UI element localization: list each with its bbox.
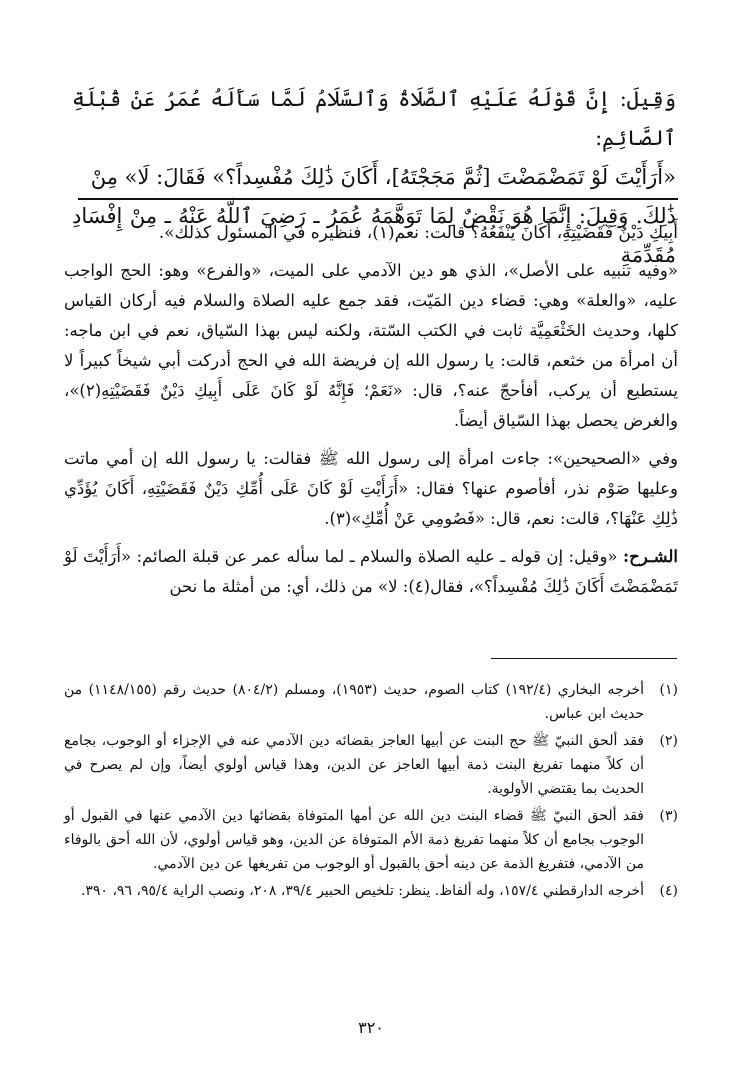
matn-line-2: «أَرَأَيْتَ لَوْ تَمَضْمَضْتَ [ثُمَّ مَجَجْتَهُ]، أَكَانَ ذَٰلِكَ مُفْسِداً؟» فَقَالَ: لَا» مِنْ bbox=[90, 165, 676, 189]
footnote-item bbox=[64, 678, 678, 726]
footnote-number: (٣) bbox=[659, 808, 678, 824]
footnote-text: فقد ألحق النبيّ ﷺ حج البنت عن أبيها العاجز بقضائه دين الآدمي عنه في الإجزاء أو الوجوب، بجامع أن كلاً منهما تفريغ البنت ذمة أبيها العاجز عن الدين، وهذا قياس أولوي أيضاً، وإن لم يصرح في الحديث بما يقتضي الأولوية. bbox=[64, 733, 644, 797]
footnote-item bbox=[64, 729, 678, 801]
footnote-number: (٤) bbox=[659, 883, 678, 899]
sharh-text: «وقيل: إن قوله ـ عليه الصلاة والسلام ـ لما سأله عمر عن قبلة الصائم: «أَرَأَيْتَ لَوْ تَمَضْمَضْتَ أَكَانَ ذَٰلِكَ مُفْسِداً؟»، فقال(٤): لا» من ذلك، أي: من أمثلة ما نحن bbox=[64, 547, 678, 596]
footnote-item bbox=[64, 879, 678, 903]
commentary-body bbox=[64, 218, 678, 610]
footnote-text: أخرجه البخاري (١٩٢/٤) كتاب الصوم، حديث (١٩٥٣)، ومسلم (٨٠٤/٢) حديث رقم (١١٤٨/١٥٥) من حديث ابن عباس. bbox=[64, 682, 644, 722]
page-number: ٣٢٠ bbox=[358, 1018, 384, 1037]
footnotes bbox=[64, 678, 678, 906]
sharh-label: الشـرح: bbox=[622, 547, 678, 566]
footnote-text: أخرجه الدارقطني ١٥٧/٤، وله ألفاظ. ينظر: تلخيص الحبير ٣٩/٤، ٢٠٨، ونصب الراية ٩٥/٤، ٩٦، ٣٩٠. bbox=[80, 883, 644, 899]
commentary-paragraph-3: وفي «الصحيحين»: جاءت امرأة إلى رسول الله ﷺ فقالت: يا رسول الله إن أمي ماتت وعليها صَوْم نذر، أفأصوم عنها؟ فقال: «أَرَأَيْتِ لَوْ كَانَ عَلَى أُمِّكِ دَيْنٌ فَقَضَيْتِهِ، أَكَانَ يُؤَدِّي ذَٰلِكِ عَنْهَا؟، قالت: نعم، قال: «فَصُومِي عَنْ أُمِّكِ»(٣). bbox=[64, 449, 678, 528]
footnote-item bbox=[64, 804, 678, 876]
footnote-number: (١) bbox=[659, 682, 678, 698]
matn-line-1: وَقِيلَ: إِنَّ قَوْلَهُ عَلَيْهِ ٱلصَّلَاةُ وَٱلسَّلَامُ لَمَّا سَأَلَهُ عُمَرُ عَنْ قُبْلَةِ ٱلصَّائِمِ: bbox=[72, 87, 676, 150]
matn-line-3: ذَٰلِكَ. وَقِيلَ: إِنَّمَا هُوَ نَقْضٌ لِمَا تَوَهَّمَهُ عُمَرُ ـ رَضِيَ ٱللَّهُ عَنْهُ ـ مِنْ إِفْسَادِ مُقَدِّمَةِ bbox=[72, 204, 676, 267]
footnote-text: فقد ألحق النبيّ ﷺ قضاء البنت دين الله عن أمها المتوفاة بقضائها دين الآدمي عنها في القبول أو الوجوب بجامع أن كلاً منهما تفريغ ذمة الأم المتوفاة عن الدين، وهو قياس أولوي، لأن الله أحق بالوفاء من الآدمي، فتفريغ الذمة عن دينه أحق بالقبول أو الوجوب من تفريغها عن دين الآدمي. bbox=[64, 808, 644, 872]
commentary-paragraph-2: «وفيه تنبيه على الأصل»، الذي هو دين الآدمي على الميت، «والفرع» وهو: الحج الواجب عليه، «والعلة» وهي: قضاء دين المَيّت، فقد جمع عليه الصلاة والسلام فيه أركان القياس كلها، وحديث الخَثْعَمِيَّة ثابت في الكتب السّتة، ولكنه ليس بهذا السّياق، نعم في ابن ماجه: أن امرأة من خثعم، قالت: يا رسول الله إن فريضة الله في الحج أدركت أبي شيخاً كبيراً لا يستطيع أن يركب، أفأحجّ عنه؟، قال: «نَعَمْ؛ فَإِنَّهُ لَوْ كَانَ عَلَى أَبِيكِ دَيْنٌ فَقَضَيْتِهِ(٢)»، والغرض يحصل بهذا السّياق أيضاً. bbox=[64, 261, 678, 430]
sharh-paragraph bbox=[64, 542, 678, 602]
footnote-number: (٢) bbox=[659, 733, 678, 749]
commentary-paragraph-1: أَبِيكِ دَيْنٌ فَقَضَيْتِهِ، أَكَانَ يَنْفَعُهُ؟ قالت: نعم(١)، فنظيره في المسئول كذلك». bbox=[158, 223, 678, 243]
matn-separator-rule bbox=[78, 198, 678, 200]
footnote-separator-rule bbox=[491, 658, 677, 659]
